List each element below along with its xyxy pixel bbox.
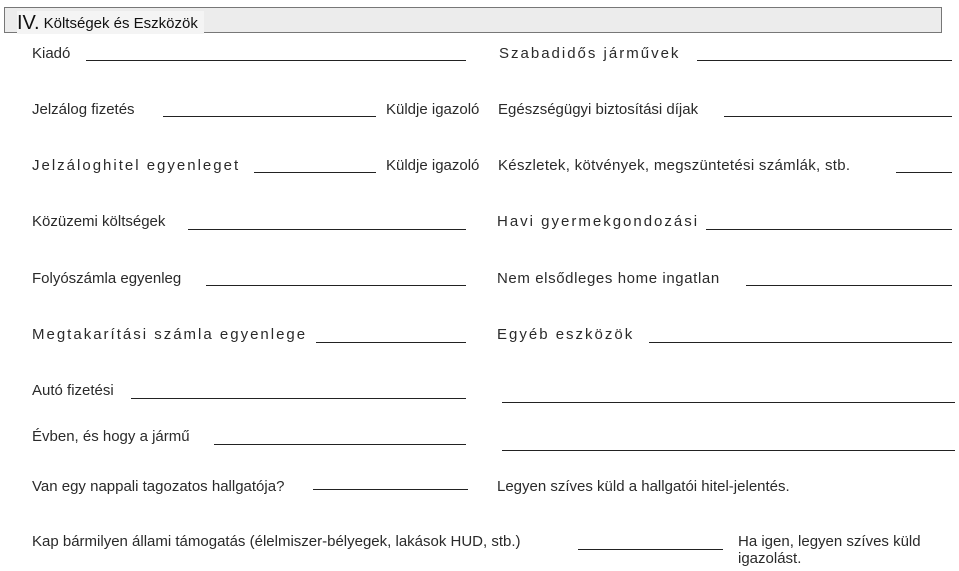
field-allami-tamogatas[interactable] xyxy=(578,549,723,550)
label-egyeb-eszkozok: Egyéb eszközök xyxy=(497,326,635,343)
label-jelzalog-fizetes: Jelzálog fizetés xyxy=(32,101,135,118)
field-evben-jarmu[interactable] xyxy=(214,444,466,445)
label-gyermekgondozasi: Havi gyermekgondozási xyxy=(497,213,700,230)
field-kiado[interactable] xyxy=(86,60,466,61)
field-jelzalog-fizetes[interactable] xyxy=(163,116,376,117)
label-keszletek: Készletek, kötvények, megszüntetési számlák, stb. xyxy=(498,157,851,174)
label-folyoszamla: Folyószámla egyenleg xyxy=(32,270,182,287)
section-title xyxy=(17,11,204,34)
label-auto-fizetesi: Autó fizetési xyxy=(32,382,114,399)
label-ingatlan: Nem elsődleges home ingatlan xyxy=(497,270,720,287)
label-hallgato: Van egy nappali tagozatos hallgatója? xyxy=(32,478,285,495)
field-kozuzemi[interactable] xyxy=(188,229,466,230)
label-hitel-jelentes: Legyen szíves küld a hallgatói hitel-jelentés. xyxy=(497,478,790,495)
field-auto-fizetesi[interactable] xyxy=(131,398,466,399)
field-ingatlan[interactable] xyxy=(746,285,952,286)
label-ha-igen: Ha igen, legyen szíves küld igazolást. xyxy=(738,533,921,567)
section-header xyxy=(4,7,942,33)
field-extra-2[interactable] xyxy=(502,450,955,451)
label-kozuzemi: Közüzemi költségek xyxy=(32,213,166,230)
label-egeszsegugyi: Egészségügyi biztosítási díjak xyxy=(498,101,699,118)
field-gyermekgondozasi[interactable] xyxy=(706,229,952,230)
label-szabadidos: Szabadidős járművek xyxy=(499,45,681,62)
field-egeszsegugyi[interactable] xyxy=(724,116,952,117)
section-number: IV. xyxy=(17,12,40,34)
label-kiado: Kiadó xyxy=(32,45,71,62)
section-title-text: Költségek és Eszközök xyxy=(43,15,198,32)
field-szabadidos[interactable] xyxy=(697,60,952,61)
label-allami-tamogatas: Kap bármilyen állami támogatás (élelmiszer-bélyegek, lakások HUD, stb.) xyxy=(32,533,521,550)
note-kuldje-igazolo-1: Küldje igazoló xyxy=(386,101,480,118)
label-evben-jarmu: Évben, és hogy a jármű xyxy=(32,428,190,445)
field-keszletek[interactable] xyxy=(896,172,952,173)
label-jelzaloghitel-egyenleget: Jelzáloghitel egyenleget xyxy=(32,157,241,174)
field-jelzaloghitel-egyenleget[interactable] xyxy=(254,172,376,173)
label-megtakaritasi: Megtakarítási számla egyenlege xyxy=(32,326,308,343)
field-hallgato[interactable] xyxy=(313,489,468,490)
field-folyoszamla[interactable] xyxy=(206,285,466,286)
field-megtakaritasi[interactable] xyxy=(316,342,466,343)
field-extra-1[interactable] xyxy=(502,402,955,403)
note-kuldje-igazolo-2: Küldje igazoló xyxy=(386,157,480,174)
field-egyeb-eszkozok[interactable] xyxy=(649,342,952,343)
